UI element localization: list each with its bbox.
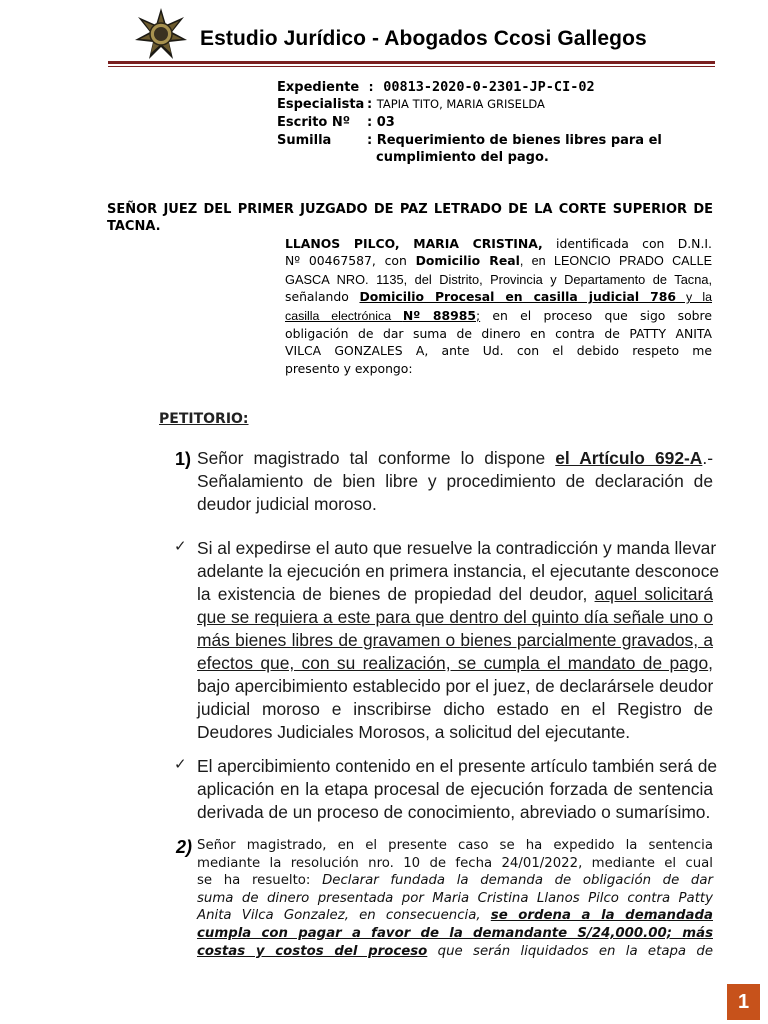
item2-paragraph: Señor magistrado, en el presente caso se ha expedido la sentencia mediante la resolución nro. 10 de fecha 24/01/2022, mediante el cual se ha resuelto: Declarar fundada la demanda de obligación de dar suma de dinero presentada por Maria Cristina Llanos Pilco contra Patty Anita Vilca Gonzalez, en consecuencia, se ordena a la demandada cumpla con pagar a favor de la demandante S/24,000.00; más costas y costos del proceso que serán liquidados en la etapa de bbox=[197, 838, 713, 959]
addressee-line1: SEÑOR JUEZ DEL PRIMER JUZGADO DE PAZ LETRADO DE LA CORTE SUPERIOR DE bbox=[107, 202, 713, 217]
especialista-value: TAPIA TITO, MARIA GRISELDA bbox=[376, 97, 545, 111]
escrito-value: : 03 bbox=[367, 115, 395, 130]
intro-line: señalando Domicilio Procesal en casilla judicial 786 y la bbox=[285, 289, 712, 305]
header-divider bbox=[108, 61, 715, 64]
star-seal-icon bbox=[134, 7, 188, 61]
page-number: 1 bbox=[727, 984, 760, 1020]
header-divider-thin bbox=[108, 66, 715, 67]
bullet2-paragraph: El apercibimiento contenido en el presente artículo también será de aplicación en la etapa procesal de ejecución forzada de sentencia derivada de un proceso de conocimiento, abreviado o sumarísimo. bbox=[197, 756, 718, 822]
intro-line: LLANOS PILCO, MARIA CRISTINA, identificada con D.N.I. bbox=[285, 236, 712, 251]
firm-title: Estudio Jurídico - Abogados Ccosi Gallegos bbox=[200, 27, 647, 50]
item1-paragraph: Señor magistrado tal conforme lo dispone el Artículo 692-A.- Señalamiento de bien libre y procedimiento de declaración de deudor judicial moroso. bbox=[197, 448, 713, 514]
expediente-row bbox=[277, 79, 595, 96]
sumilla-value-cont: cumplimiento del pago. bbox=[376, 150, 549, 165]
item-number: 1) bbox=[175, 449, 192, 469]
check-mark-icon: ✓ bbox=[174, 755, 187, 773]
intro-line: obligación de dar suma de dinero en contra de PATTY ANITA bbox=[285, 326, 712, 342]
escrito-row bbox=[277, 114, 395, 131]
item-number: 2) bbox=[176, 837, 193, 857]
intro-line: GASCA NRO. 1135, del Distrito, Provincia y Departamento de Tacna, bbox=[285, 271, 712, 287]
addressee-line2: TACNA. bbox=[107, 219, 161, 234]
intro-line: VILCA GONZALES A, ante Ud. con el debido respeto me bbox=[285, 343, 712, 359]
petitorio-heading: PETITORIO: bbox=[159, 411, 249, 427]
especialista-row: Especialista : TAPIA TITO, MARIA GRISELDA bbox=[277, 97, 545, 112]
intro-line: presento y expongo: bbox=[285, 360, 413, 376]
especialista-label: Especialista bbox=[277, 97, 365, 112]
intro-line: casilla electrónica Nº 88985; en el proceso que sigo sobre bbox=[285, 307, 712, 323]
sumilla-value: : Requerimiento de bienes libres para el bbox=[367, 133, 662, 148]
bullet1-paragraph: Si al expedirse el auto que resuelve la contradicción y manda llevar adelante la ejecución en primera instancia, el ejecutante desconoce la existencia de bienes de propiedad del deudor, aquel solicitará que se requiera a este para que dentro del quinto día señale uno o más bienes libres de gravamen o bienes parcialmente gravados, a efectos que, con su realización, se cumpla el mandato de pago, bajo apercibimiento establecido por el juez, de declarársele deudor judicial moroso e inscribirse dicho estado en el Registro de Deudores Judiciales Morosos, a solicitud del ejecutante. bbox=[197, 538, 720, 742]
check-mark-icon: ✓ bbox=[174, 537, 187, 555]
sumilla-row bbox=[277, 132, 662, 149]
intro-line: Nº 00467587, con Domicilio Real, en LEONCIO PRADO CALLE bbox=[285, 253, 712, 269]
escrito-label: Escrito Nº bbox=[277, 115, 351, 130]
expediente-value: : 00813-2020-0-2301-JP-CI-02 bbox=[367, 79, 595, 95]
intro-paragraph bbox=[285, 235, 712, 377]
expediente-label: Expediente bbox=[277, 80, 360, 95]
sumilla-label: Sumilla bbox=[277, 133, 332, 148]
